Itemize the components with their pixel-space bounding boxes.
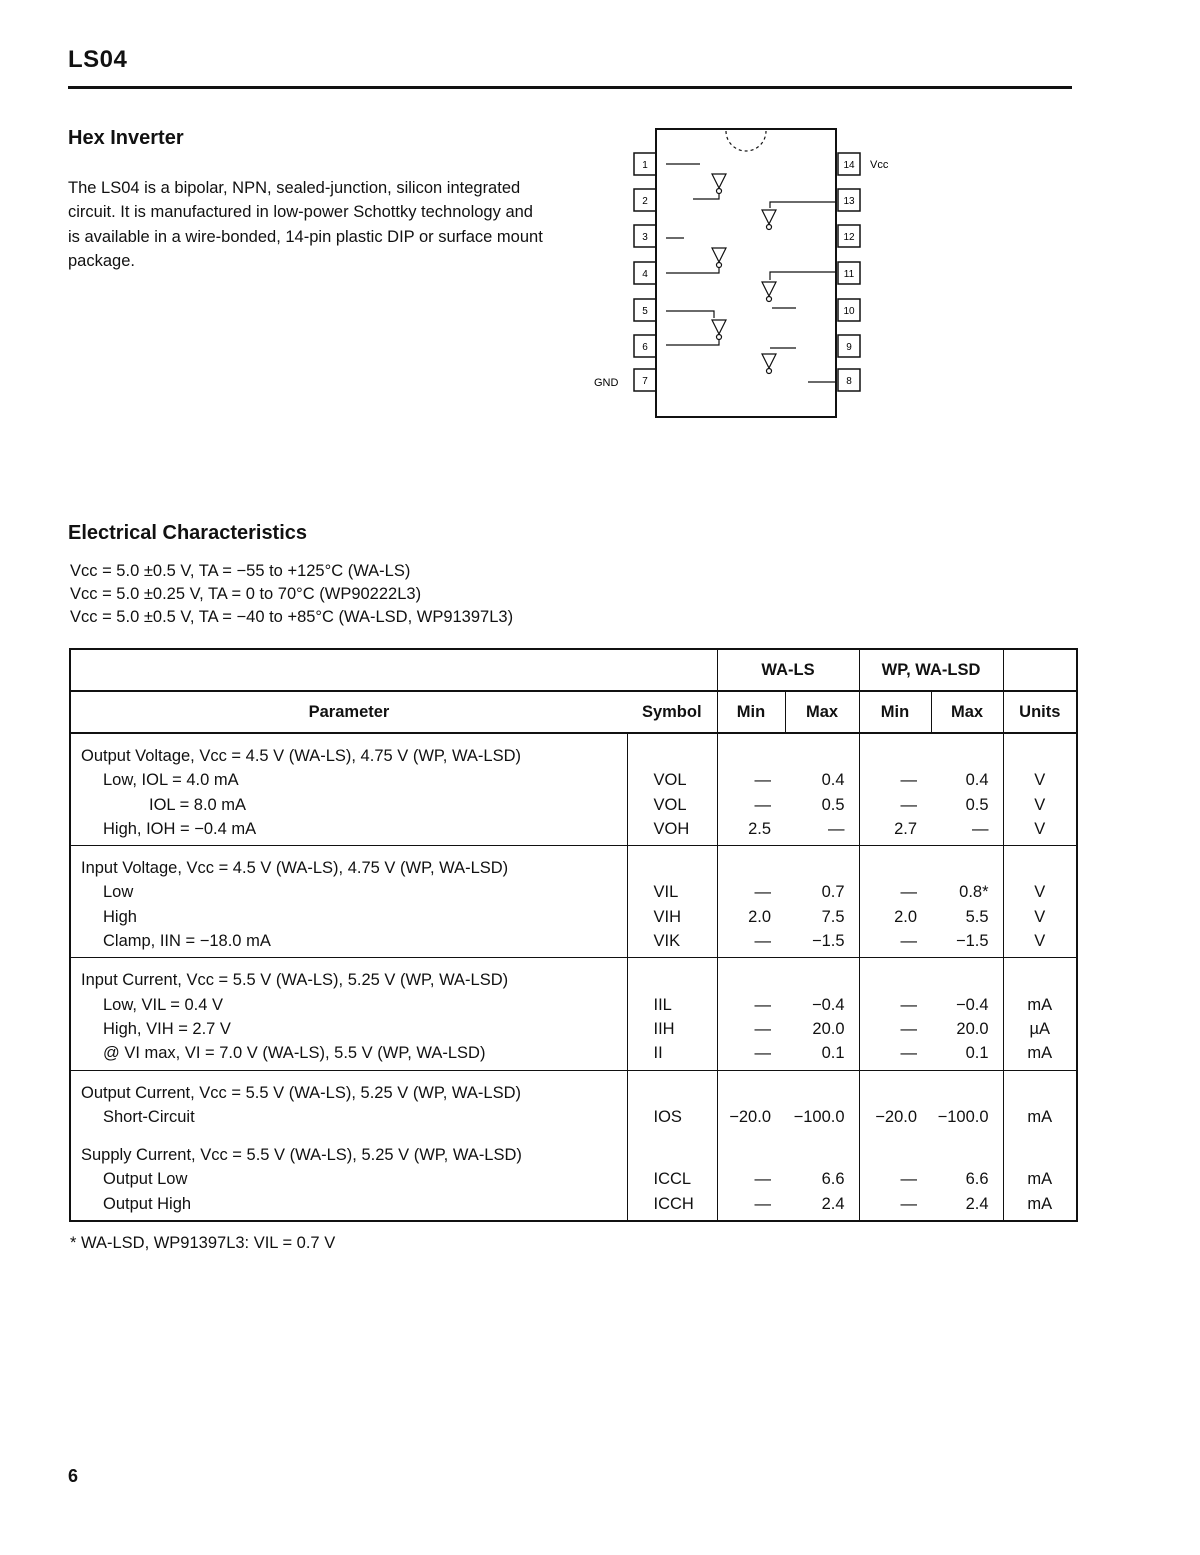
wp-wa-lsd-max-value: 0.4	[965, 771, 989, 790]
test-conditions	[70, 560, 513, 629]
pin-6-number: 6	[642, 342, 648, 353]
wp-wa-lsd-max-cell	[931, 1133, 1003, 1221]
parameter-condition: Low, VIL = 0.4 V	[103, 995, 224, 1014]
symbol-cell	[627, 1133, 717, 1221]
parameter-cell	[70, 1133, 627, 1221]
wp-wa-lsd-max-value: −1.5	[955, 932, 989, 951]
pin-2-number: 2	[642, 196, 648, 207]
wa-ls-max-value: 0.7	[821, 883, 845, 902]
group-header-wp-wa-lsd: WP, WA-LSD	[859, 649, 1003, 691]
wa-ls-max-value: −1.5	[811, 932, 845, 951]
column-header-symbol: Symbol	[627, 691, 717, 733]
spacer-line	[785, 968, 845, 992]
header-spacer	[1003, 649, 1077, 691]
wp-wa-lsd-max-value: 0.5	[965, 795, 989, 814]
group-title: Output Current, Vcc = 5.5 V (WA-LS), 5.25 V (WP, WA-LSD)	[81, 1083, 521, 1102]
units-value: V	[1034, 883, 1046, 902]
wp-wa-lsd-min-value: —	[900, 995, 918, 1014]
units-cell	[1003, 846, 1077, 958]
spacer-line	[654, 968, 717, 992]
spacer-line	[931, 1081, 989, 1105]
electrical-characteristics-heading: Electrical Characteristics	[68, 522, 308, 544]
units-value: mA	[1027, 1194, 1053, 1213]
pin-3-number: 3	[642, 232, 648, 243]
wp-wa-lsd-max-value: 0.1	[965, 1044, 989, 1063]
symbol-value: IIH	[653, 1019, 675, 1038]
page-number: 6	[68, 1466, 79, 1486]
pin-11-number: 11	[843, 269, 855, 280]
parameter-condition: High, IOH = −0.4 mA	[103, 819, 257, 838]
spacer-line	[931, 1143, 989, 1167]
spacer-line	[1004, 968, 1077, 992]
wp-wa-lsd-max-value: −0.4	[955, 995, 989, 1014]
parameter-group	[70, 1070, 1077, 1133]
wp-wa-lsd-max-value: −100.0	[937, 1107, 989, 1126]
wa-ls-max-cell	[785, 733, 859, 846]
spacer-line	[718, 856, 772, 880]
spacer-line	[931, 856, 989, 880]
spacer-line	[1004, 1081, 1077, 1105]
parameter-group	[70, 846, 1077, 958]
wa-ls-min-value: —	[754, 1019, 771, 1038]
wp-wa-lsd-max-cell	[931, 733, 1003, 846]
right-pin-column	[838, 153, 860, 391]
parameter-cell	[70, 1070, 627, 1133]
symbol-value: VIH	[653, 907, 682, 926]
wp-wa-lsd-min-cell	[859, 958, 931, 1070]
parameter-cell	[70, 846, 627, 958]
parameter-group	[70, 958, 1077, 1070]
wa-ls-max-value: 20.0	[812, 1019, 845, 1038]
spacer-line	[931, 744, 989, 768]
units-value: µA	[1029, 1019, 1051, 1038]
spacer-line	[860, 1143, 918, 1167]
spacer-line	[785, 744, 845, 768]
spacer-line	[654, 1081, 717, 1105]
title-rule	[68, 86, 1072, 89]
header-spacer	[70, 649, 717, 691]
wp-wa-lsd-min-value: —	[900, 1044, 918, 1063]
wa-ls-min-value: −20.0	[729, 1107, 771, 1126]
wa-ls-max-value: 7.5	[821, 907, 845, 926]
chip-notch	[726, 131, 766, 151]
group-header-wa-ls: WA-LS	[717, 649, 859, 691]
wa-ls-min-value: —	[754, 1170, 771, 1189]
wa-ls-min-value: —	[754, 883, 771, 902]
spacer-line	[860, 968, 918, 992]
parameter-condition: Output Low	[103, 1170, 188, 1189]
group-title: Input Current, Vcc = 5.5 V (WA-LS), 5.25 V (WP, WA-LSD)	[81, 971, 509, 990]
spacer-line	[860, 744, 918, 768]
characteristics-table	[69, 648, 1078, 1222]
symbol-value: VOL	[653, 771, 687, 790]
symbol-value: II	[653, 1044, 663, 1063]
units-value: V	[1034, 795, 1046, 814]
wa-ls-min-value: 2.0	[748, 907, 771, 926]
wp-wa-lsd-min-value: —	[900, 1170, 918, 1189]
symbol-value: ICCH	[653, 1194, 694, 1213]
wa-ls-min-value: —	[754, 771, 771, 790]
wp-wa-lsd-min-value: —	[900, 795, 918, 814]
wa-ls-max-value: −100.0	[793, 1107, 845, 1126]
characteristics-table-wrapper	[69, 648, 1076, 1222]
symbol-value: ICCL	[653, 1170, 692, 1189]
spacer-line	[1004, 1143, 1077, 1167]
wp-wa-lsd-min-value: —	[900, 883, 918, 902]
wp-wa-lsd-max-cell	[931, 846, 1003, 958]
section-heading: Hex Inverter	[68, 127, 184, 149]
wa-ls-max-value: 0.1	[821, 1044, 845, 1063]
wp-wa-lsd-max-value: 20.0	[956, 1019, 989, 1038]
wa-ls-min-cell	[717, 733, 785, 846]
wp-wa-lsd-min-cell	[859, 733, 931, 846]
units-value: mA	[1027, 995, 1053, 1014]
group-title: Input Voltage, Vcc = 4.5 V (WA-LS), 4.75 V (WP, WA-LSD)	[81, 859, 509, 878]
parameter-condition: Output High	[103, 1194, 192, 1213]
spacer-line	[1004, 744, 1077, 768]
footnote: * WA-LSD, WP91397L3: VIL = 0.7 V	[70, 1234, 336, 1252]
column-header-max: Max	[931, 691, 1003, 733]
wp-wa-lsd-min-value: −20.0	[875, 1107, 918, 1126]
spacer-line	[654, 1143, 717, 1167]
wp-wa-lsd-min-cell	[859, 1133, 931, 1221]
spacer-line	[654, 856, 717, 880]
spacer-line	[860, 1081, 918, 1105]
spacer-line	[931, 968, 989, 992]
wa-ls-max-cell	[785, 1133, 859, 1221]
symbol-value: VIL	[653, 883, 679, 902]
wp-wa-lsd-min-value: —	[900, 771, 918, 790]
wp-wa-lsd-min-value: 2.7	[894, 819, 918, 838]
wp-wa-lsd-max-value: 0.8*	[959, 883, 989, 902]
inverter-gates	[666, 164, 836, 382]
units-cell	[1003, 733, 1077, 846]
symbol-value: VOL	[653, 795, 687, 814]
parameter-condition: Short-Circuit	[103, 1107, 195, 1126]
wp-wa-lsd-max-value: 2.4	[965, 1194, 989, 1213]
units-value: mA	[1027, 1044, 1053, 1063]
symbol-value: IOS	[653, 1107, 682, 1126]
wa-ls-min-cell	[717, 1070, 785, 1133]
wp-wa-lsd-max-value: —	[972, 819, 989, 838]
units-value: V	[1034, 819, 1046, 838]
units-value: mA	[1027, 1107, 1053, 1126]
wa-ls-min-cell	[717, 1133, 785, 1221]
units-cell	[1003, 1070, 1077, 1133]
symbol-cell	[627, 846, 717, 958]
column-header-min: Min	[717, 691, 785, 733]
column-header-parameter: Parameter	[70, 691, 627, 733]
group-title: Output Voltage, Vcc = 4.5 V (WA-LS), 4.75 V (WP, WA-LSD)	[81, 747, 522, 765]
pin-14-number: 14	[843, 160, 855, 171]
parameter-condition: @ VI max, VI = 7.0 V (WA-LS), 5.5 V (WP, WA-LSD)	[103, 1044, 486, 1063]
group-title: Supply Current, Vcc = 5.5 V (WA-LS), 5.25 V (WP, WA-LSD)	[81, 1146, 522, 1165]
symbol-value: VIK	[653, 932, 681, 951]
wa-ls-max-cell	[785, 846, 859, 958]
wp-wa-lsd-min-value: —	[900, 1019, 918, 1038]
left-pin-column	[634, 153, 656, 391]
wa-ls-max-value: 0.4	[821, 771, 845, 790]
wa-ls-max-value: 6.6	[821, 1170, 845, 1189]
column-header-units: Units	[1003, 691, 1077, 733]
wa-ls-min-value: —	[754, 995, 771, 1014]
wa-ls-max-value: −0.4	[811, 995, 845, 1014]
page-title: LS04	[68, 46, 128, 73]
units-value: V	[1034, 907, 1046, 926]
pin-10-number: 10	[843, 306, 855, 317]
wp-wa-lsd-max-value: 5.5	[965, 907, 989, 926]
pin-7-number: 7	[642, 376, 648, 387]
pin-1-number: 1	[642, 160, 648, 171]
wa-ls-min-cell	[717, 958, 785, 1070]
wa-ls-max-value: 2.4	[821, 1194, 845, 1213]
wp-wa-lsd-max-value: 6.6	[965, 1170, 989, 1189]
symbol-cell	[627, 733, 717, 846]
spacer-line	[718, 1081, 772, 1105]
parameter-condition: Low, IOL = 4.0 mA	[103, 771, 239, 790]
parameter-condition: High, VIH = 2.7 V	[103, 1019, 231, 1038]
wa-ls-min-value: —	[754, 795, 771, 814]
vcc-label: Vcc	[870, 159, 889, 171]
spacer-line	[654, 744, 717, 768]
spacer-line	[718, 744, 772, 768]
parameter-cell	[70, 733, 627, 846]
pin-12-number: 12	[843, 232, 855, 243]
parameter-group	[70, 733, 1077, 846]
symbol-cell	[627, 958, 717, 1070]
wa-ls-min-value: —	[754, 1194, 771, 1213]
symbol-cell	[627, 1070, 717, 1133]
condition-line: Vcc = 5.0 ±0.5 V, TA = −40 to +85°C (WA-LSD, WP91397L3)	[70, 608, 514, 626]
spacer-line	[860, 856, 918, 880]
column-header-max: Max	[785, 691, 859, 733]
pin-13-number: 13	[843, 196, 855, 207]
condition-line: Vcc = 5.0 ±0.25 V, TA = 0 to 70°C (WP90222L3)	[70, 585, 422, 603]
wa-ls-max-value: —	[828, 819, 845, 838]
pin-5-number: 5	[642, 306, 648, 317]
wa-ls-min-value: 2.5	[748, 819, 771, 838]
wa-ls-min-value: —	[754, 1044, 771, 1063]
wp-wa-lsd-min-cell	[859, 846, 931, 958]
pin-8-number: 8	[846, 376, 852, 387]
parameter-condition: Low	[103, 883, 134, 902]
pin-9-number: 9	[846, 342, 852, 353]
spacer-line	[1004, 856, 1077, 880]
parameter-condition: High	[103, 907, 137, 926]
spacer-line	[718, 1143, 772, 1167]
spacer-line	[718, 968, 772, 992]
units-value: mA	[1027, 1170, 1053, 1189]
wp-wa-lsd-max-cell	[931, 1070, 1003, 1133]
condition-line: Vcc = 5.0 ±0.5 V, TA = −55 to +125°C (WA-LS)	[70, 562, 411, 580]
wa-ls-min-value: —	[754, 932, 771, 951]
symbol-value: VOH	[653, 819, 690, 838]
pin-4-number: 4	[642, 269, 648, 280]
wa-ls-min-cell	[717, 846, 785, 958]
table-body	[70, 733, 1077, 1221]
wa-ls-max-cell	[785, 958, 859, 1070]
units-value: V	[1034, 771, 1046, 790]
parameter-cell	[70, 958, 627, 1070]
wa-ls-max-cell	[785, 1070, 859, 1133]
spacer-line	[785, 856, 845, 880]
spacer-line	[785, 1081, 845, 1105]
units-cell	[1003, 1133, 1077, 1221]
column-header-min: Min	[859, 691, 931, 733]
parameter-group	[70, 1133, 1077, 1221]
wp-wa-lsd-max-cell	[931, 958, 1003, 1070]
description-paragraph: The LS04 is a bipolar, NPN, sealed-junction, silicon integrated circuit. It is manufactured in low-power Schottky technology and is available in a wire-bonded, 14-pin plastic DIP or surface mount package.	[68, 179, 543, 271]
gnd-label: GND	[594, 377, 619, 389]
pinout-diagram	[590, 122, 910, 422]
symbol-value: IIL	[653, 995, 672, 1014]
wa-ls-max-value: 0.5	[821, 795, 845, 814]
parameter-condition: IOL = 8.0 mA	[149, 795, 247, 814]
parameter-condition: Clamp, IIN = −18.0 mA	[103, 932, 271, 951]
units-cell	[1003, 958, 1077, 1070]
spacer-line	[785, 1143, 845, 1167]
units-value: V	[1034, 932, 1046, 951]
wp-wa-lsd-min-value: —	[900, 1194, 918, 1213]
wp-wa-lsd-min-cell	[859, 1070, 931, 1133]
wp-wa-lsd-min-value: —	[900, 932, 918, 951]
wp-wa-lsd-min-value: 2.0	[894, 907, 918, 926]
